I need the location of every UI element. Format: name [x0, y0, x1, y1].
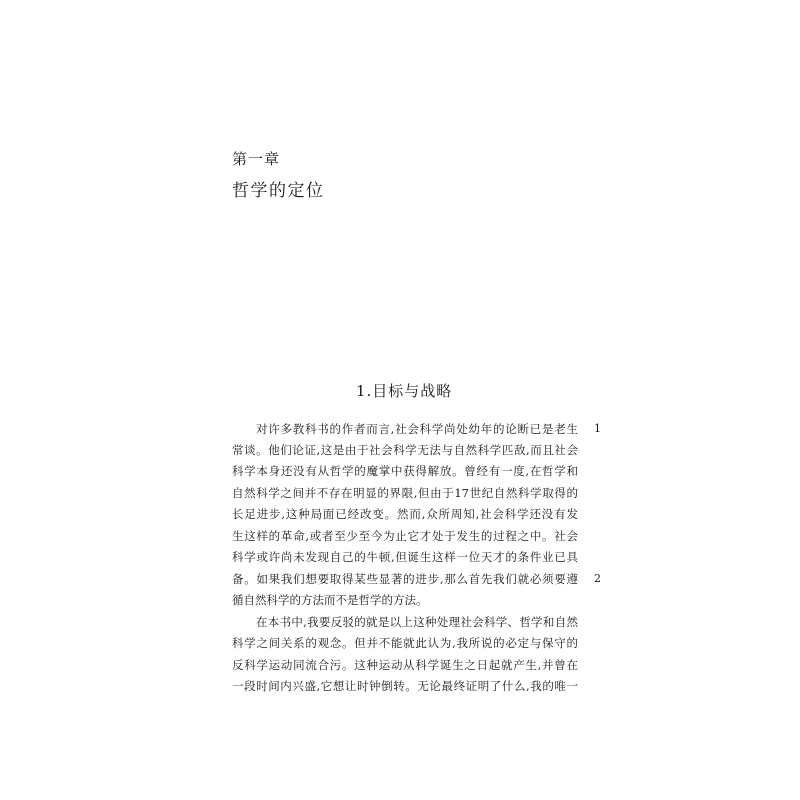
text-line: 反科学运动同流合污。这种运动从科学诞生之日起就产生,并曾在 [232, 658, 578, 672]
text-line: 对许多教科书的作者而言,社会科学尚处幼年的论断已是老生 [256, 422, 578, 436]
text-line: 自然科学之间并不存在明显的界限,但由于17世纪自然科学取得的 [232, 486, 578, 500]
chapter-label: 第一章 [232, 150, 281, 168]
margin-number: 2 [594, 572, 601, 585]
text-line: 常谈。他们论证,这是由于社会科学无法与自然科学匹敌,而且社会 [232, 443, 578, 457]
text-line: 循自然科学的方法而不是哲学的方法。 [232, 593, 428, 607]
margin-number: 1 [594, 422, 601, 435]
text-line: 科学或许尚未发现自己的牛顿,但诞生这样一位天才的条件业已具 [232, 550, 578, 564]
text-line: 在本书中,我要反驳的就是以上这种处理社会科学、哲学和自然 [256, 615, 578, 629]
text-line: 生这样的革命,或者至少至今为止它才处于发生的过程之中。社会 [232, 529, 578, 543]
section-heading: 1.目标与战略 [356, 382, 453, 400]
text-line: 长足进步,这种局面已经改变。然而,众所周知,社会科学还没有发 [232, 507, 578, 521]
text-line: 一段时间内兴盛,它想让时钟倒转。无论最终证明了什么,我的唯一 [232, 679, 578, 693]
text-line: 备。如果我们想要取得某些显著的进步,那么首先我们就必须要遵 [232, 572, 578, 586]
text-line: 科学本身还没有从哲学的魔掌中获得解放。曾经有一度,在哲学和 [232, 464, 578, 478]
chapter-title: 哲学的定位 [232, 181, 325, 201]
text-line: 科学之间关系的观念。但并不能就此认为,我所说的必定与保守的 [232, 636, 578, 650]
